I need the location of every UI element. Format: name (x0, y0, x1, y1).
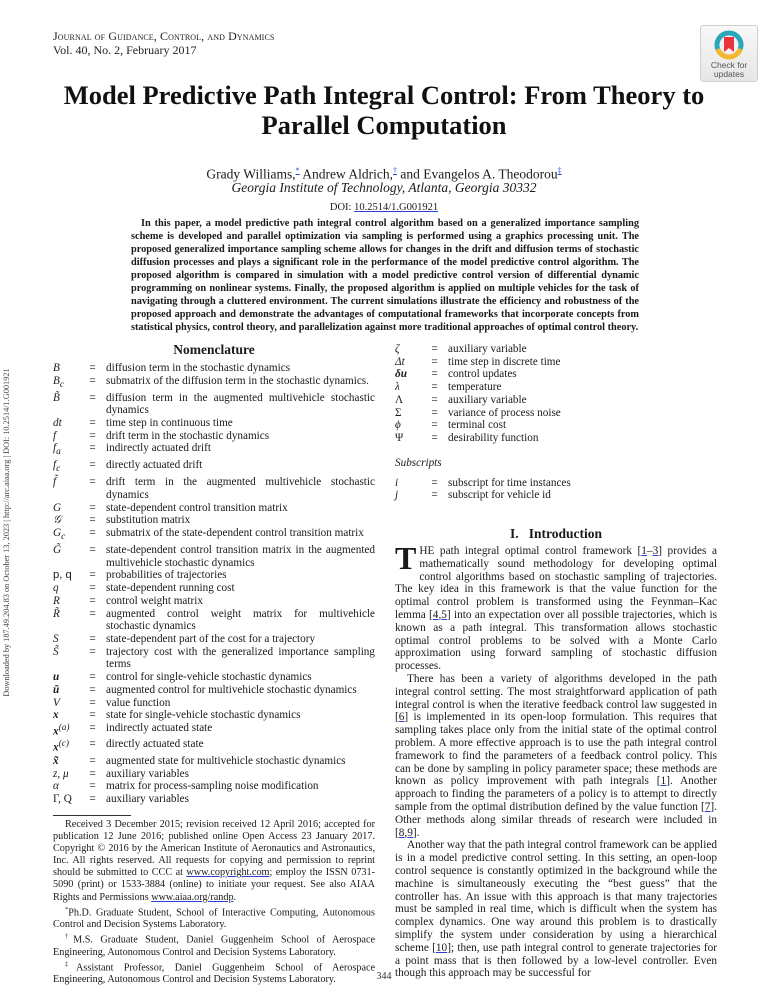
nomenclature-symbol: z, μ (53, 767, 69, 780)
equals-sign: = (89, 709, 96, 722)
citation-link[interactable]: 1 (641, 545, 647, 558)
author-3-footnote: ‡Assistant Professor, Daniel Guggenheim School of Aerospace Engineering, Autonomous Control and Decision Systems Laboratory. (53, 960, 376, 986)
citation-link[interactable]: 4 (432, 609, 439, 622)
nomenclature-symbol: p, q (53, 569, 72, 582)
nomenclature-heading: Nomenclature (173, 342, 255, 357)
nomenclature-symbol: $x^{(a)}$ (53, 722, 70, 738)
subscript-symbol: j (395, 489, 399, 502)
nomenclature-row (395, 381, 717, 394)
nomenclature-symbol: B (53, 362, 60, 374)
subscript-row (395, 489, 717, 502)
subscript-definition: subscript for time instances (448, 476, 571, 489)
nomenclature-row (53, 476, 375, 501)
doi-line (0, 202, 768, 213)
nomenclature-row (53, 684, 375, 697)
nomenclature-symbol: $f_a$ (53, 442, 61, 458)
rights-link[interactable]: www.aiaa.org/randp (151, 891, 234, 903)
nomenclature-table-continued (395, 343, 717, 445)
nomenclature-table (53, 362, 375, 806)
nomenclature-definition: substitution matrix (106, 514, 191, 527)
nomenclature-symbol: R (53, 594, 60, 607)
nomenclature-row (53, 709, 375, 722)
nomenclature-definition: drift term in the stochastic dynamics (106, 429, 270, 442)
nomenclature-symbol: Σ (395, 406, 402, 419)
intro-paragraph-1: THE path integral optimal control framework [1–3] provides a mathematically sound methodology for developing optimal control algorithms based on stochastic sampling of trajectories. The key idea in this framework is that the value function for the optimal control problem is transformed using the Feynman–Kac lemma [4,5] into an expectation over all possible trajectories, which is known as a path integral. This transformation allows stochastic optimal control problems to be solved with a Monte Carlo approximation using forward sampling of stochastic diffusion processes. (395, 540, 717, 673)
equals-sign: = (431, 343, 438, 355)
nomenclature-definition: directly actuated state (106, 738, 204, 751)
equals-sign: = (431, 419, 438, 432)
nomenclature-definition: value function (106, 696, 171, 709)
nomenclature-symbol: 𝒢 (53, 514, 61, 527)
nomenclature-definition: state-dependent control transition matrix (106, 501, 288, 514)
badge-line-1: Check for (710, 60, 748, 70)
nomenclature-row (53, 722, 375, 738)
nomenclature-definition: augmented state for multivehicle stochastic dynamics (106, 754, 346, 767)
copyright-link[interactable]: www.copyright.com (186, 867, 270, 879)
citation-link[interactable]: 5 (441, 609, 447, 622)
page-number: 344 (376, 971, 392, 982)
equals-sign: = (431, 381, 438, 394)
equals-sign: = (89, 527, 96, 540)
nomenclature-row (53, 375, 375, 392)
equals-sign: = (89, 780, 96, 793)
citation-link[interactable]: 1 (660, 775, 667, 788)
equals-sign: = (89, 391, 96, 404)
nomenclature-row (395, 394, 717, 407)
equals-sign: = (89, 374, 96, 387)
nomenclature-symbol: $B_c$ (53, 374, 64, 390)
introduction-body (395, 540, 717, 980)
nomenclature-row (53, 633, 375, 646)
nomenclature-symbol: λ (395, 381, 400, 394)
author-footnote-mark[interactable]: ‡ (557, 166, 562, 175)
nomenclature-definition: control for single-vehicle stochastic dynamics (106, 671, 312, 684)
nomenclature-row (53, 417, 375, 430)
crossmark-icon (714, 30, 744, 60)
nomenclature-row (53, 768, 375, 781)
equals-sign: = (431, 476, 438, 489)
equals-sign: = (89, 582, 96, 595)
citation-link[interactable]: 8 (398, 826, 405, 839)
nomenclature-row (395, 356, 717, 369)
nomenclature-row (53, 780, 375, 793)
nomenclature-definition: drift term in the augmented multivehicle stochastic dynamics (106, 476, 375, 502)
citation-link[interactable]: 6 (398, 711, 405, 724)
nomenclature-symbol: Ψ (395, 431, 404, 444)
nomenclature-definition: temperature (448, 381, 502, 394)
nomenclature-symbol: Γ, Q (53, 792, 72, 805)
author-2-footnote: †M.S. Graduate Student, Daniel Guggenheim School of Aerospace Engineering, Autonomous Control and Decision Systems Laboratory. (53, 933, 375, 958)
equals-sign: = (89, 594, 96, 607)
nomenclature-row (53, 738, 375, 754)
citation-link[interactable]: 3 (652, 545, 659, 558)
nomenclature-symbol: δu (395, 368, 407, 381)
nomenclature-definition: state-dependent control transition matrix in the augmented multivehicle stochastic dynamics (106, 544, 375, 569)
equals-sign: = (89, 633, 96, 645)
nomenclature-symbol: f (53, 429, 57, 442)
affiliation: Georgia Institute of Technology, Atlanta, Georgia 30332 (231, 180, 537, 195)
citation-link[interactable]: 7 (704, 800, 711, 813)
subscripts-heading: Subscripts (395, 456, 442, 469)
equals-sign: = (89, 721, 96, 734)
paper-title: Model Predictive Path Integral Control: From Theory to Parallel Computation (63, 80, 705, 140)
nomenclature-row (53, 362, 375, 375)
equals-sign: = (431, 489, 438, 502)
nomenclature-row (53, 459, 375, 476)
nomenclature-symbol: Λ (395, 393, 404, 406)
nomenclature-symbol: Δt (395, 355, 405, 368)
nomenclature-row (53, 430, 375, 443)
equals-sign: = (89, 607, 96, 620)
right-column (395, 342, 717, 980)
equals-sign: = (89, 362, 96, 374)
nomenclature-symbol: u (53, 671, 60, 684)
citation-link[interactable]: 9 (407, 826, 413, 839)
subscript-definition: subscript for vehicle id (448, 489, 551, 502)
download-side-note (1, 340, 15, 725)
nomenclature-definition: auxiliary variable (448, 343, 527, 355)
intro-paragraph-2: There has been a variety of algorithms developed in the path integral control setting. The most straightforward application of path integral control is when the iterative feedback control law suggested in [6] is implemented in its open-loop formulation. This requires that sampling takes place only from the initial state of the optimal control problem. A more effective approach is to use the path integral control framework to find the parameters of a feedback control policy. This can be done by sampling in policy parameter space; these methods are known as policy improvement with path integrals [1]. Another approach to finding the parameters of a policy is to attempt to directly sample from the optimal distribution defined by the value function [7]. Other methods along similar threads of research were included in [8,9]. (395, 673, 717, 839)
nomenclature-row (53, 671, 375, 684)
nomenclature-symbol: x (53, 709, 59, 722)
nomenclature-symbol: q (53, 582, 59, 595)
nomenclature-definition: state-dependent running cost (106, 582, 235, 595)
journal-name: Journal of Guidance, Control, and Dynamics (53, 29, 275, 43)
received-note: Received 3 December 2015; revision received 12 April 2016; accepted for publication 12 June 2016; published online Open Access 23 January 2017. Copyright © 2016 by the American Institute of Aeronautics and Astronautics, Inc. All rights reserved. All requests for copying and permission to reprint should be submitted to CCC at www.copyright.com; employ the ISSN 0731-5090 (print) or 1533-3884 (online) to initiate your request. See also AIAA Rights and Permissions www.aiaa.org/randp. (53, 819, 375, 903)
nomenclature-symbol: x̃ (53, 754, 59, 767)
nomenclature-symbol: ζ (395, 343, 400, 355)
nomenclature-row (395, 419, 717, 432)
journal-issue: Vol. 40, No. 2, February 2017 (53, 43, 197, 57)
equals-sign: = (89, 738, 96, 751)
footnotes (53, 815, 375, 986)
author-1-footnote: *Ph.D. Graduate Student, School of Interactive Computing, Autonomous Control and Decision Systems Laboratory. (53, 905, 375, 931)
nomenclature-definition: diffusion term in the augmented multivehicle stochastic dynamics (106, 391, 375, 417)
author-name: and Evangelos A. Theodorou (396, 166, 558, 182)
nomenclature-definition: diffusion term in the stochastic dynamics (106, 362, 291, 374)
equals-sign: = (89, 417, 96, 430)
nomenclature-definition: submatrix of the diffusion term in the stochastic dynamics. (106, 374, 369, 387)
citation-link[interactable]: 10 (435, 941, 448, 954)
equals-sign: = (431, 355, 438, 368)
nomenclature-row (395, 432, 717, 445)
equals-sign: = (89, 514, 96, 527)
equals-sign: = (89, 459, 96, 472)
nomenclature-symbol: ϕ (395, 419, 401, 432)
nomenclature-row (395, 407, 717, 420)
nomenclature-row (395, 368, 717, 381)
nomenclature-definition: control updates (448, 368, 517, 381)
nomenclature-symbol: $G_c$ (53, 527, 66, 543)
nomenclature-symbol: V (53, 696, 60, 709)
nomenclature-row (53, 608, 375, 633)
author-footnote-mark[interactable]: † (392, 166, 397, 175)
nomenclature-definition: directly actuated drift (106, 459, 203, 472)
nomenclature-symbol: $f_c$ (53, 459, 61, 475)
nomenclature-definition: augmented control weight matrix for multivehicle stochastic dynamics (106, 607, 375, 633)
nomenclature-definition: indirectly actuated state (106, 721, 213, 734)
subscript-symbol: i (395, 476, 399, 489)
nomenclature-symbol: R̃ (53, 607, 60, 620)
nomenclature-definition: trajectory cost with the generalized importance sampling terms (106, 645, 375, 671)
nomenclature-symbol: α (53, 780, 59, 793)
author-footnote-mark[interactable]: * (295, 166, 300, 175)
abstract: In this paper, a model predictive path integral control algorithm based on a generalized importance sampling scheme is developed and parallel optimization via sampling is performed using a graphics processing unit. The proposed generalized importance sampling scheme allows for changes in the drift and diffusion terms of stochastic diffusion processes and plays a significant role in the performance of the model predictive control algorithm. The proposed algorithm is compared in simulation with a model predictive control version of differential dynamic programming on nonlinear systems. Finally, the proposed algorithm is applied on multiple vehicles for the task of navigating through a cluttered environment. The current simulations illustrate the efficiency and robustness of the proposed approach and demonstrate the advantages of computational frameworks that incorporate concepts from statistical physics, control theory, and parallelization against more traditional approaches of optimal control theory. (131, 218, 639, 333)
nomenclature-row (53, 755, 375, 768)
check-for-updates-badge[interactable] (700, 25, 758, 82)
nomenclature-definition: indirectly actuated drift (106, 442, 211, 455)
nomenclature-definition: submatrix of the state-dependent control transition matrix (106, 527, 364, 540)
subscripts-table (395, 477, 717, 502)
equals-sign: = (431, 393, 438, 406)
equals-sign: = (89, 696, 96, 709)
equals-sign: = (89, 429, 96, 442)
nomenclature-definition: state-dependent part of the cost for a trajectory (106, 633, 316, 645)
equals-sign: = (89, 501, 96, 514)
nomenclature-definition: probabilities of trajectories (106, 569, 227, 582)
equals-sign: = (89, 476, 96, 489)
equals-sign: = (89, 767, 96, 780)
journal-header (53, 29, 274, 57)
nomenclature-definition: auxiliary variable (448, 393, 527, 406)
nomenclature-symbol: ũ (53, 683, 60, 696)
nomenclature-symbol: S (53, 633, 59, 645)
equals-sign: = (89, 683, 96, 696)
nomenclature-definition: augmented control for multivehicle stochastic dynamics (106, 683, 357, 696)
nomenclature-row (53, 544, 375, 569)
nomenclature-symbol: G (53, 501, 62, 514)
nomenclature-symbol: G̃ (53, 544, 62, 557)
nomenclature-symbol: $x^{(c)}$ (53, 739, 69, 755)
nomenclature-definition: matrix for process-sampling noise modification (106, 780, 319, 793)
nomenclature-definition: auxiliary variables (106, 792, 189, 805)
author-name: Grady Williams, (206, 166, 296, 182)
equals-sign: = (89, 754, 96, 767)
nomenclature-row (53, 646, 375, 671)
nomenclature-row (53, 595, 375, 608)
nomenclature-row (53, 697, 375, 710)
nomenclature-definition: terminal cost (448, 419, 507, 432)
equals-sign: = (89, 645, 96, 658)
nomenclature-symbol: S̃ (53, 645, 59, 658)
nomenclature-definition: variance of process noise (448, 406, 561, 419)
badge-line-2: updates (713, 69, 745, 79)
introduction-heading: I. Introduction (509, 526, 603, 542)
nomenclature-row (53, 442, 375, 459)
nomenclature-row (53, 582, 375, 595)
equals-sign: = (431, 406, 438, 419)
equals-sign: = (89, 544, 96, 557)
nomenclature-definition: desirability function (448, 431, 539, 444)
download-note-text: Downloaded by 187.49.204.83 on October 13, 2023 | http://arc.aiaa.org | DOI: 10.2514/1.G001921 (2, 368, 11, 697)
equals-sign: = (89, 792, 96, 805)
doi-label: DOI: (329, 202, 355, 213)
nomenclature-definition: time step in continuous time (106, 417, 233, 430)
author-name: Andrew Aldrich, (299, 166, 393, 182)
left-column (53, 342, 375, 806)
nomenclature-row (53, 569, 375, 582)
equals-sign: = (89, 569, 96, 582)
nomenclature-definition: state for single-vehicle stochastic dynamics (106, 709, 301, 722)
footnote-divider (53, 815, 131, 816)
subscript-row (395, 477, 717, 490)
intro-paragraph-3: Another way that the path integral control framework can be applied is in a model predictive control setting. In this setting, an open-loop control sequence is constantly optimized in the background while the machine is simultaneously executing the “best guess” that the controller has. An issue with this approach is that many trajectories must be sampled in real time, which is difficult when the system has complex dynamics. One way around this problem is to drastically simplify the system under consideration by using a hierarchical scheme [10]; then, use path integral control to generate trajectories for a point mass that is then followed by a low-level controller. Even though this approach may be successful for (395, 839, 717, 980)
equals-sign: = (89, 442, 96, 455)
equals-sign: = (431, 368, 438, 381)
doi-link[interactable]: 10.2514/1.G001921 (354, 202, 439, 213)
equals-sign: = (431, 431, 438, 444)
nomenclature-row (53, 392, 375, 417)
nomenclature-definition: time step in discrete time (448, 355, 561, 368)
equals-sign: = (89, 671, 96, 684)
nomenclature-symbol: f̃ (53, 476, 57, 489)
nomenclature-definition: auxiliary variables (106, 767, 189, 780)
nomenclature-symbol: B̃ (53, 391, 60, 404)
nomenclature-definition: control weight matrix (106, 594, 203, 607)
nomenclature-symbol: dt (53, 417, 62, 430)
nomenclature-row (53, 502, 375, 515)
nomenclature-row (53, 514, 375, 527)
nomenclature-row (53, 793, 375, 806)
nomenclature-row (395, 343, 717, 356)
nomenclature-row (53, 527, 375, 544)
drop-cap: T (395, 540, 417, 577)
